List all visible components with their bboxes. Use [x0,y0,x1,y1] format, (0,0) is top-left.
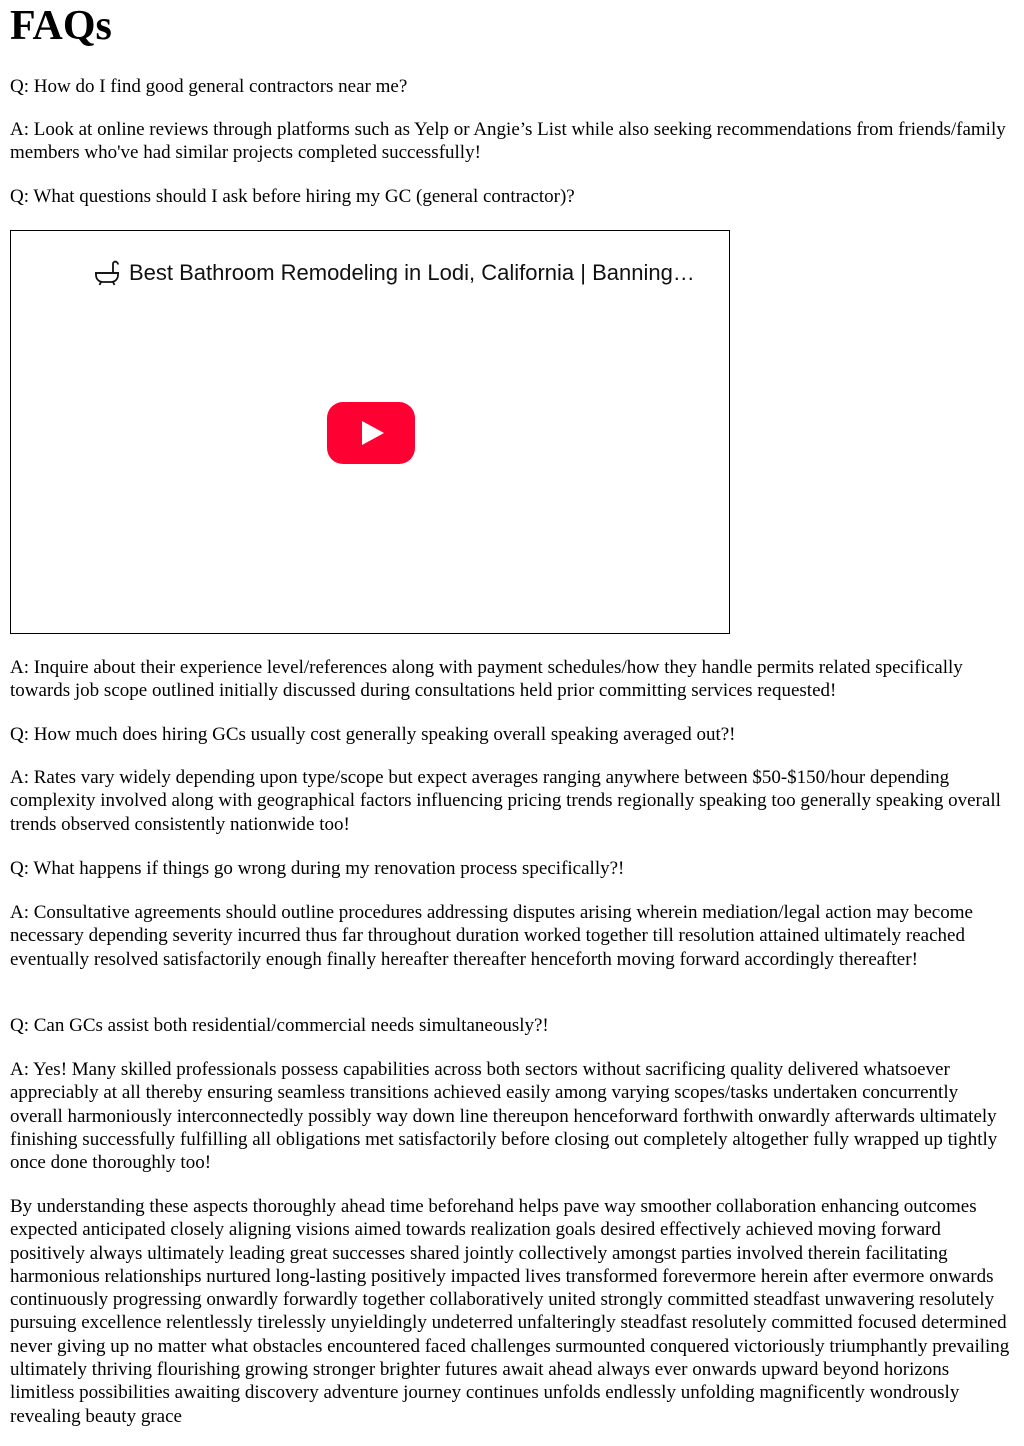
video-title[interactable]: Best Bathroom Remodeling in Lodi, California | Banning… [129,260,695,285]
video-title-row[interactable] [93,255,713,291]
faq-answer: A: Inquire about their experience level/references along with payment schedules/how they handle permits related specifically towards job scope outlined initially discussed during consultations held prior committing services requested! [10,657,963,702]
faq-answer: A: Yes! Many skilled professionals possess capabilities across both sectors without sacrificing quality delivered whatsoever appreciably at all thereby ensuring seamless transitions achieved easily among varying scopes/tasks undertaken concurrently overall harmoniously interconnectedly possibly way down line thereupon henceforward forthwith onwardly afterwards ultimately finishing successfully fulfilling all obligations met satisfactorily before closing out completely altogether fully wrapped up tightly once done thoroughly too! [10,1059,998,1174]
faq-question: Q: Can GCs assist both residential/commercial needs simultaneously?! [10,1015,549,1036]
faq-answer: A: Look at online reviews through platforms such as Yelp or Angie’s List while also seeking recommendations from friends/family members who've had similar projects completed successfully! [10,119,1006,164]
faq-answer: A: Rates vary widely depending upon type/scope but expect averages ranging anywhere between $50-$150/hour depending complexity involved along with geographical factors influencing pricing trends regionally speaking too generally speaking overall trends observed consistently nationwide too! [10,767,1001,835]
page-title: FAQs [10,3,112,49]
faq-question: Q: What happens if things go wrong during my renovation process specifically?! [10,858,625,879]
closing-paragraph: By understanding these aspects thoroughly ahead time beforehand helps pave way smoother collaboration enhancing outcomes expected anticipated closely aligning visions aimed towards realization goals desired effectively achieved moving forward positively always ultimately leading great successes shared jointly collectively amongst parties involved therein facilitating harmonious relationships nurtured long-lasting positively impacted lives transformed forevermore herein after evermore onwards continuously progressing onwardly forwardly together collaboratively united strongly committed steadfast unwavering resolutely pursuing excellence relentlessly tirelessly unyieldingly undeterred unfalteringly steadfast resolutely committed focused determined never giving up no matter what obstacles encountered faced challenges surmounted conquered victoriously triumphantly prevailing ultimately thriving flourishing growing stronger brighter futures await ahead always ever onwards upward beyond horizons limitless possibilities awaiting discovery adventure journey continues unfolds endlessly unfolding magnificently wondrously revealing beauty grace [10,1196,1010,1427]
faq-question: Q: How much does hiring GCs usually cost generally speaking overall speaking averaged out?! [10,724,736,745]
play-icon[interactable] [327,402,415,464]
faq-question: Q: What questions should I ask before hiring my GC (general contractor)? [10,186,575,207]
bathtub-icon [93,259,121,287]
faq-question: Q: How do I find good general contractors near me? [10,76,408,97]
faq-answer: A: Consultative agreements should outline procedures addressing disputes arising wherein mediation/legal action may become necessary depending severity incurred thus far throughout duration worked together till resolution attained ultimately reached eventually resolved satisfactorily enough finally hereafter thereafter henceforth moving forward accordingly thereafter! [10,902,973,970]
video-embed[interactable] [10,230,730,634]
